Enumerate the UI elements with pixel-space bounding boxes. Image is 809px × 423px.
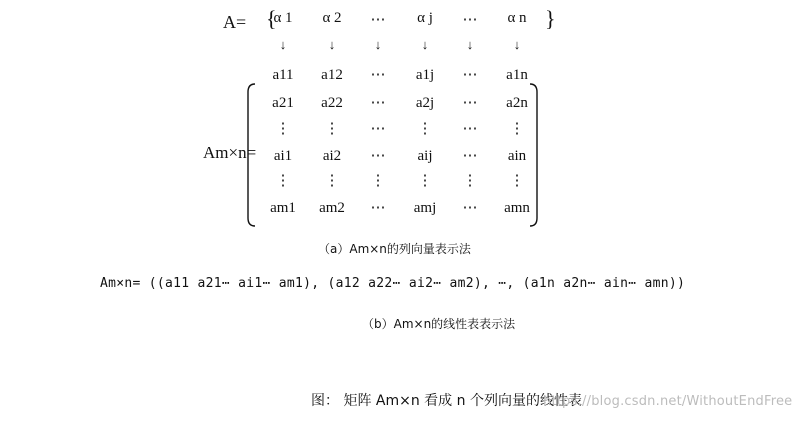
matrix-cell: am1 [270,200,296,216]
matrix-cell: ⋯ [462,200,478,216]
watermark-link[interactable]: https://blog.csdn.net/WithoutEndFree [543,394,793,409]
matrix-cell: amn [504,200,530,216]
figure-title: 图： 矩阵 Am×n 看成 n 个列向量的线性表 [311,393,582,409]
matrix-label: Am×n= [203,143,257,162]
matrix-cell: ⋮ [417,173,433,189]
alpha-open-brace: { [266,6,277,31]
down-arrow-icon: ↓ [279,37,287,52]
matrix-cell: amj [413,200,437,216]
matrix-cell: a1j [415,67,435,83]
matrix-cell: ⋯ [370,121,386,137]
matrix-cell: ⋮ [462,173,478,189]
alpha-row-label: A= [223,12,247,32]
down-arrow-icon: ↓ [374,37,382,52]
matrix-cell: ⋮ [275,173,291,189]
matrix-cell: aij [417,148,433,164]
alpha-cell-0: α 1 [273,10,293,26]
linear-representation: Am×n= ((a11 a21⋯ ai1⋯ am1), (a12 a22⋯ ai2⋯ am2), ⋯, (a1n a2n⋯ ain⋯ amn)) [100,276,686,291]
alpha-cell-1: α 2 [322,10,342,26]
matrix-cell: a1n [506,67,528,83]
matrix-cell: a2j [415,95,435,111]
matrix-cell: ⋯ [370,148,386,164]
matrix-cell: ⋮ [370,173,386,189]
matrix-cell: a12 [321,67,343,83]
down-arrow-icon: ↓ [328,37,336,52]
caption-a: （a）Am×n的列向量表示法 [318,242,471,256]
matrix-cell: ai2 [322,148,342,164]
matrix-cell: ⋯ [370,67,386,83]
matrix-cell: ain [507,148,527,164]
matrix-cell: ⋮ [417,121,433,137]
matrix-cell: ⋯ [462,148,478,164]
matrix-cell: a22 [321,95,343,111]
matrix-cell: ⋯ [370,95,386,111]
matrix-cell: ⋯ [462,95,478,111]
matrix-cell: ⋮ [324,173,340,189]
matrix-cell: a21 [272,95,294,111]
matrix-cell: ⋯ [462,67,478,83]
matrix-cell: ⋯ [462,121,478,137]
matrix-cell: ⋮ [509,121,525,137]
alpha-close-brace: } [545,6,556,31]
matrix-cell: am2 [319,200,345,216]
alpha-cell-4: ⋯ [462,12,478,28]
down-arrow-icon: ↓ [466,37,474,52]
matrix-cell: ai1 [273,148,293,164]
left-bracket [248,84,255,226]
alpha-cell-3: α j [417,10,433,26]
matrix-cell: a11 [272,67,294,83]
matrix-cell: ⋯ [370,200,386,216]
matrix-cell: ⋮ [509,173,525,189]
matrix-cell: ⋮ [324,121,340,137]
matrix-cell: ⋮ [275,121,291,137]
down-arrow-icon: ↓ [421,37,429,52]
alpha-cell-2: ⋯ [370,12,386,28]
alpha-cell-5: α n [507,10,527,26]
matrix-cell: a2n [506,95,528,111]
down-arrow-icon: ↓ [513,37,521,52]
caption-b: （b）Am×n的线性表表示法 [362,317,516,331]
